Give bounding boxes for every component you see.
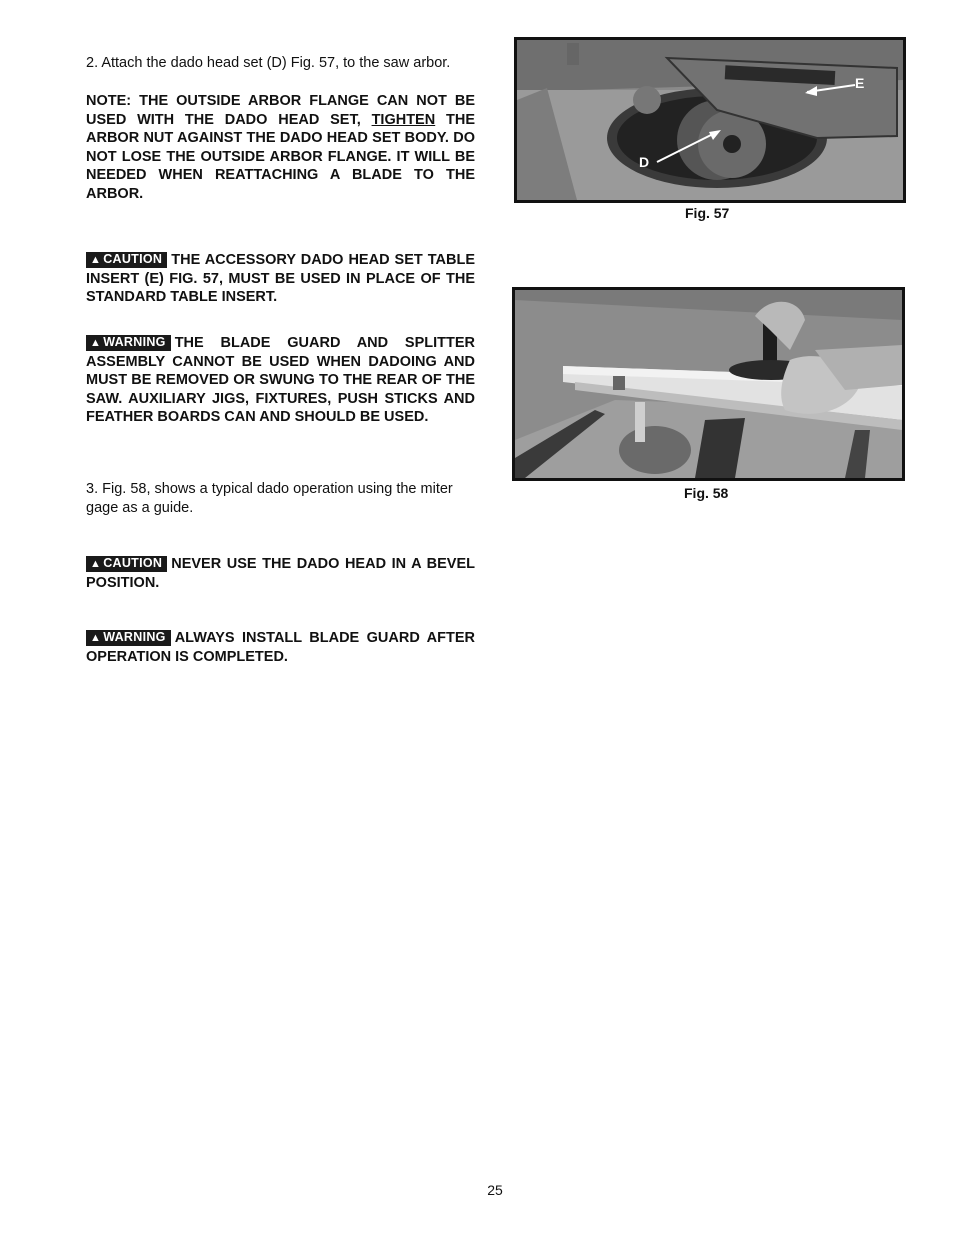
note-block bbox=[86, 92, 475, 204]
page-number: 25 bbox=[487, 1182, 503, 1198]
caution-badge: ▲ CAUTION bbox=[86, 252, 167, 268]
caution-2-text: ▲ CAUTION NEVER USE THE DADO HEAD IN A BEVEL POSITION. bbox=[86, 556, 475, 591]
step-2: 2. Attach the dado head set (D) Fig. 57, to the saw arbor. bbox=[86, 55, 451, 71]
warning-triangle-icon: ▲ bbox=[90, 254, 102, 266]
fig-58-caption: Fig. 58 bbox=[684, 485, 729, 501]
caution-block-2 bbox=[86, 555, 475, 592]
warning-block-2 bbox=[86, 629, 475, 666]
note-part-2: THE ARBOR NUT AGAINST THE DADO HEAD SET BODY. DO NOT LOSE THE OUTSIDE ARBOR FLANGE. IT WILL BE NEEDED WHEN REATTACHING A BLADE TO THE ARBOR. bbox=[86, 111, 476, 202]
caution-1-text: ▲ CAUTION THE ACCESSORY DADO HEAD SET TABLE INSERT (E) FIG. 57, MUST BE USED IN PLACE OF THE STANDARD TABLE INSERT. bbox=[86, 252, 475, 306]
step-3-text bbox=[86, 480, 475, 518]
step-2-text bbox=[86, 54, 475, 73]
note-text bbox=[86, 92, 475, 204]
note-underlined: TIGHTEN bbox=[371, 111, 436, 128]
warning-badge: ▲ WARNING bbox=[86, 630, 171, 646]
warning-triangle-icon: ▲ bbox=[90, 632, 102, 644]
dado-operation-photo bbox=[515, 290, 902, 478]
warning-triangle-icon: ▲ bbox=[90, 558, 102, 570]
step-3: 3. Fig. 58, shows a typical dado operation using the miter gage as a guide. bbox=[86, 481, 453, 516]
dado-head-photo bbox=[517, 40, 903, 200]
warning-badge: ▲ WARNING bbox=[86, 335, 171, 351]
warning-2-text: ▲ WARNING ALWAYS INSTALL BLADE GUARD AFTER OPERATION IS COMPLETED. bbox=[86, 630, 475, 665]
label-d: D bbox=[639, 154, 650, 170]
caution-block-1 bbox=[86, 251, 475, 307]
caution-badge: ▲ CAUTION bbox=[86, 556, 167, 572]
warning-triangle-icon: ▲ bbox=[90, 337, 102, 349]
warning-block-1 bbox=[86, 334, 475, 427]
figure-58-photo bbox=[512, 287, 905, 481]
figure-57-photo bbox=[514, 37, 906, 203]
label-e: E bbox=[855, 75, 865, 91]
warning-1-text: ▲ WARNING THE BLADE GUARD AND SPLITTER ASSEMBLY CANNOT BE USED WHEN DADOING AND MUST BE REMOVED OR SWUNG TO THE REAR OF THE SAW. AUXILIARY JIGS, FIXTURES, PUSH STICKS AND FEATHER BOARDS CAN AND SHOULD BE USED. bbox=[86, 335, 475, 426]
note-part-1: NOTE: THE OUTSIDE ARBOR FLANGE CAN NOT BE USED WITH THE DADO HEAD SET, bbox=[86, 93, 475, 128]
fig-57-caption: Fig. 57 bbox=[685, 205, 730, 221]
